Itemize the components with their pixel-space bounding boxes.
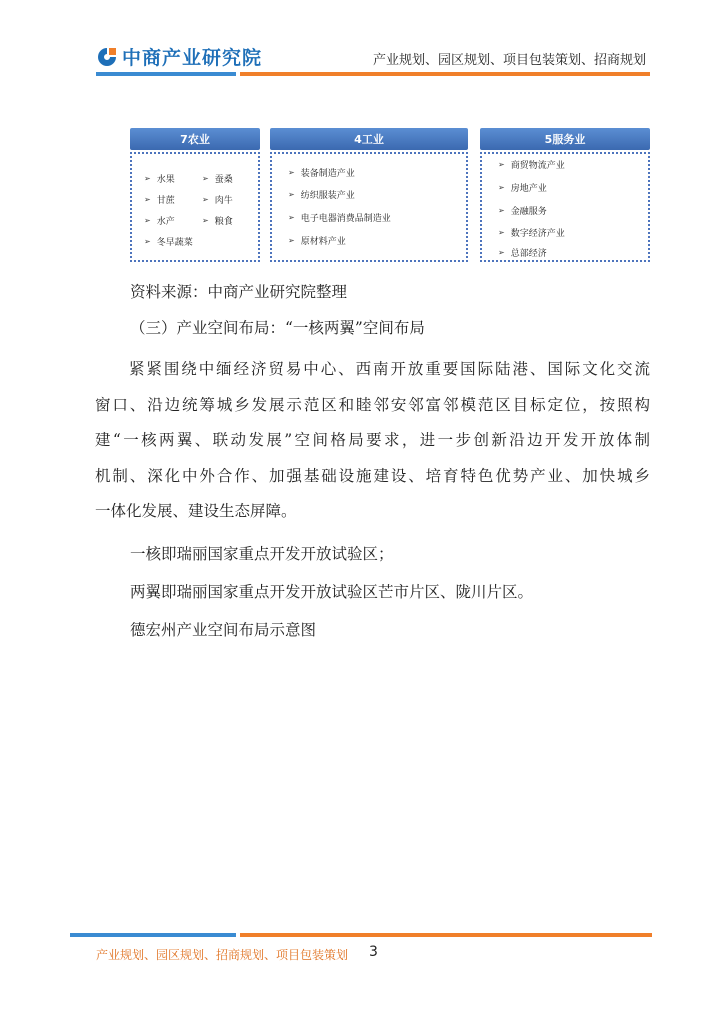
services-box [480, 128, 650, 259]
industry-box [270, 128, 468, 247]
list-item: ➢ 水果 [144, 174, 175, 185]
arrow-icon: ➢ [498, 228, 505, 237]
list-item: ➢ 装备制造产业 [288, 168, 355, 179]
arrow-icon: ➢ [498, 183, 505, 192]
core-paragraph: 一核即瑞丽国家重点开发开放试验区； [130, 545, 394, 563]
agriculture-list [130, 152, 260, 262]
logo-icon [96, 46, 118, 68]
arrow-icon: ➢ [498, 248, 505, 257]
industry-title: 4工业 [270, 128, 468, 150]
section-heading: （三）产业空间布局：“一核两翼”空间布局 [130, 319, 425, 337]
footer-divider-blue [70, 933, 236, 937]
list-item: ➢ 数字经济产业 [498, 228, 565, 239]
map-caption: 德宏州产业空间布局示意图 [130, 621, 317, 639]
list-item: ➢ 商贸物流产业 [498, 160, 565, 171]
paragraph-line: 一体化发展、建设生态屏障。 [95, 502, 297, 521]
agriculture-box [130, 128, 260, 248]
arrow-icon: ➢ [288, 213, 295, 222]
logo [96, 43, 262, 70]
footer-slogan: 产业规划、园区规划、招商规划、项目包装策划 [96, 948, 349, 962]
list-item: ➢ 总部经济 [498, 248, 547, 259]
header-divider-blue [96, 72, 236, 76]
arrow-icon: ➢ [498, 160, 505, 169]
arrow-icon: ➢ [144, 237, 151, 246]
list-item: ➢ 冬早蔬菜 [144, 237, 193, 248]
page-header [0, 0, 724, 80]
paragraph-line: 窗口、沿边统筹城乡发展示范区和睦邻安邻富邻模范区目标定位，按照构 [95, 395, 650, 414]
list-item: ➢ 蚕桑 [202, 174, 233, 185]
body-paragraph [95, 356, 650, 534]
list-item: ➢ 原材料产业 [288, 236, 346, 247]
list-item: ➢ 电子电器消费品制造业 [288, 213, 391, 224]
arrow-icon: ➢ [202, 195, 209, 204]
wings-paragraph: 两翼即瑞丽国家重点开发开放试验区芒市片区、陇川片区。 [130, 583, 534, 601]
industry-list [270, 152, 468, 262]
list-item: ➢ 粮食 [202, 216, 233, 227]
source-note: 资料来源：中商产业研究院整理 [130, 283, 348, 301]
arrow-icon: ➢ [288, 168, 295, 177]
list-item: ➢ 水产 [144, 216, 175, 227]
page-number: 3 [369, 944, 378, 960]
list-item: ➢ 房地产业 [498, 183, 547, 194]
arrow-icon: ➢ [202, 174, 209, 183]
footer-divider-orange [240, 933, 652, 937]
arrow-icon: ➢ [288, 236, 295, 245]
list-item: ➢ 甘蔗 [144, 195, 175, 206]
agriculture-title: 7农业 [130, 128, 260, 150]
arrow-icon: ➢ [202, 216, 209, 225]
industry-diagram [130, 128, 650, 264]
arrow-icon: ➢ [288, 190, 295, 199]
header-divider-orange [240, 72, 650, 76]
services-title: 5服务业 [480, 128, 650, 150]
paragraph-line: 机制、深化中外合作、加强基础设施建设、培育特色优势产业、加快城乡 [95, 466, 650, 485]
list-item: ➢ 肉牛 [202, 195, 233, 206]
arrow-icon: ➢ [144, 216, 151, 225]
arrow-icon: ➢ [144, 174, 151, 183]
paragraph-line: 建“一核两翼、联动发展”空间格局要求，进一步创新沿边开发开放体制 [95, 431, 650, 450]
list-item: ➢ 纺织服装产业 [288, 190, 355, 201]
list-item: ➢ 金融服务 [498, 206, 547, 217]
services-list [480, 152, 650, 262]
arrow-icon: ➢ [498, 206, 505, 215]
arrow-icon: ➢ [144, 195, 151, 204]
header-slogan: 产业规划、园区规划、项目包装策划、招商规划 [372, 53, 646, 68]
logo-text: 中商产业研究院 [122, 47, 263, 69]
paragraph-line: 紧紧围绕中缅经济贸易中心、西南开放重要国际陆港、国际文化交流 [129, 360, 650, 378]
